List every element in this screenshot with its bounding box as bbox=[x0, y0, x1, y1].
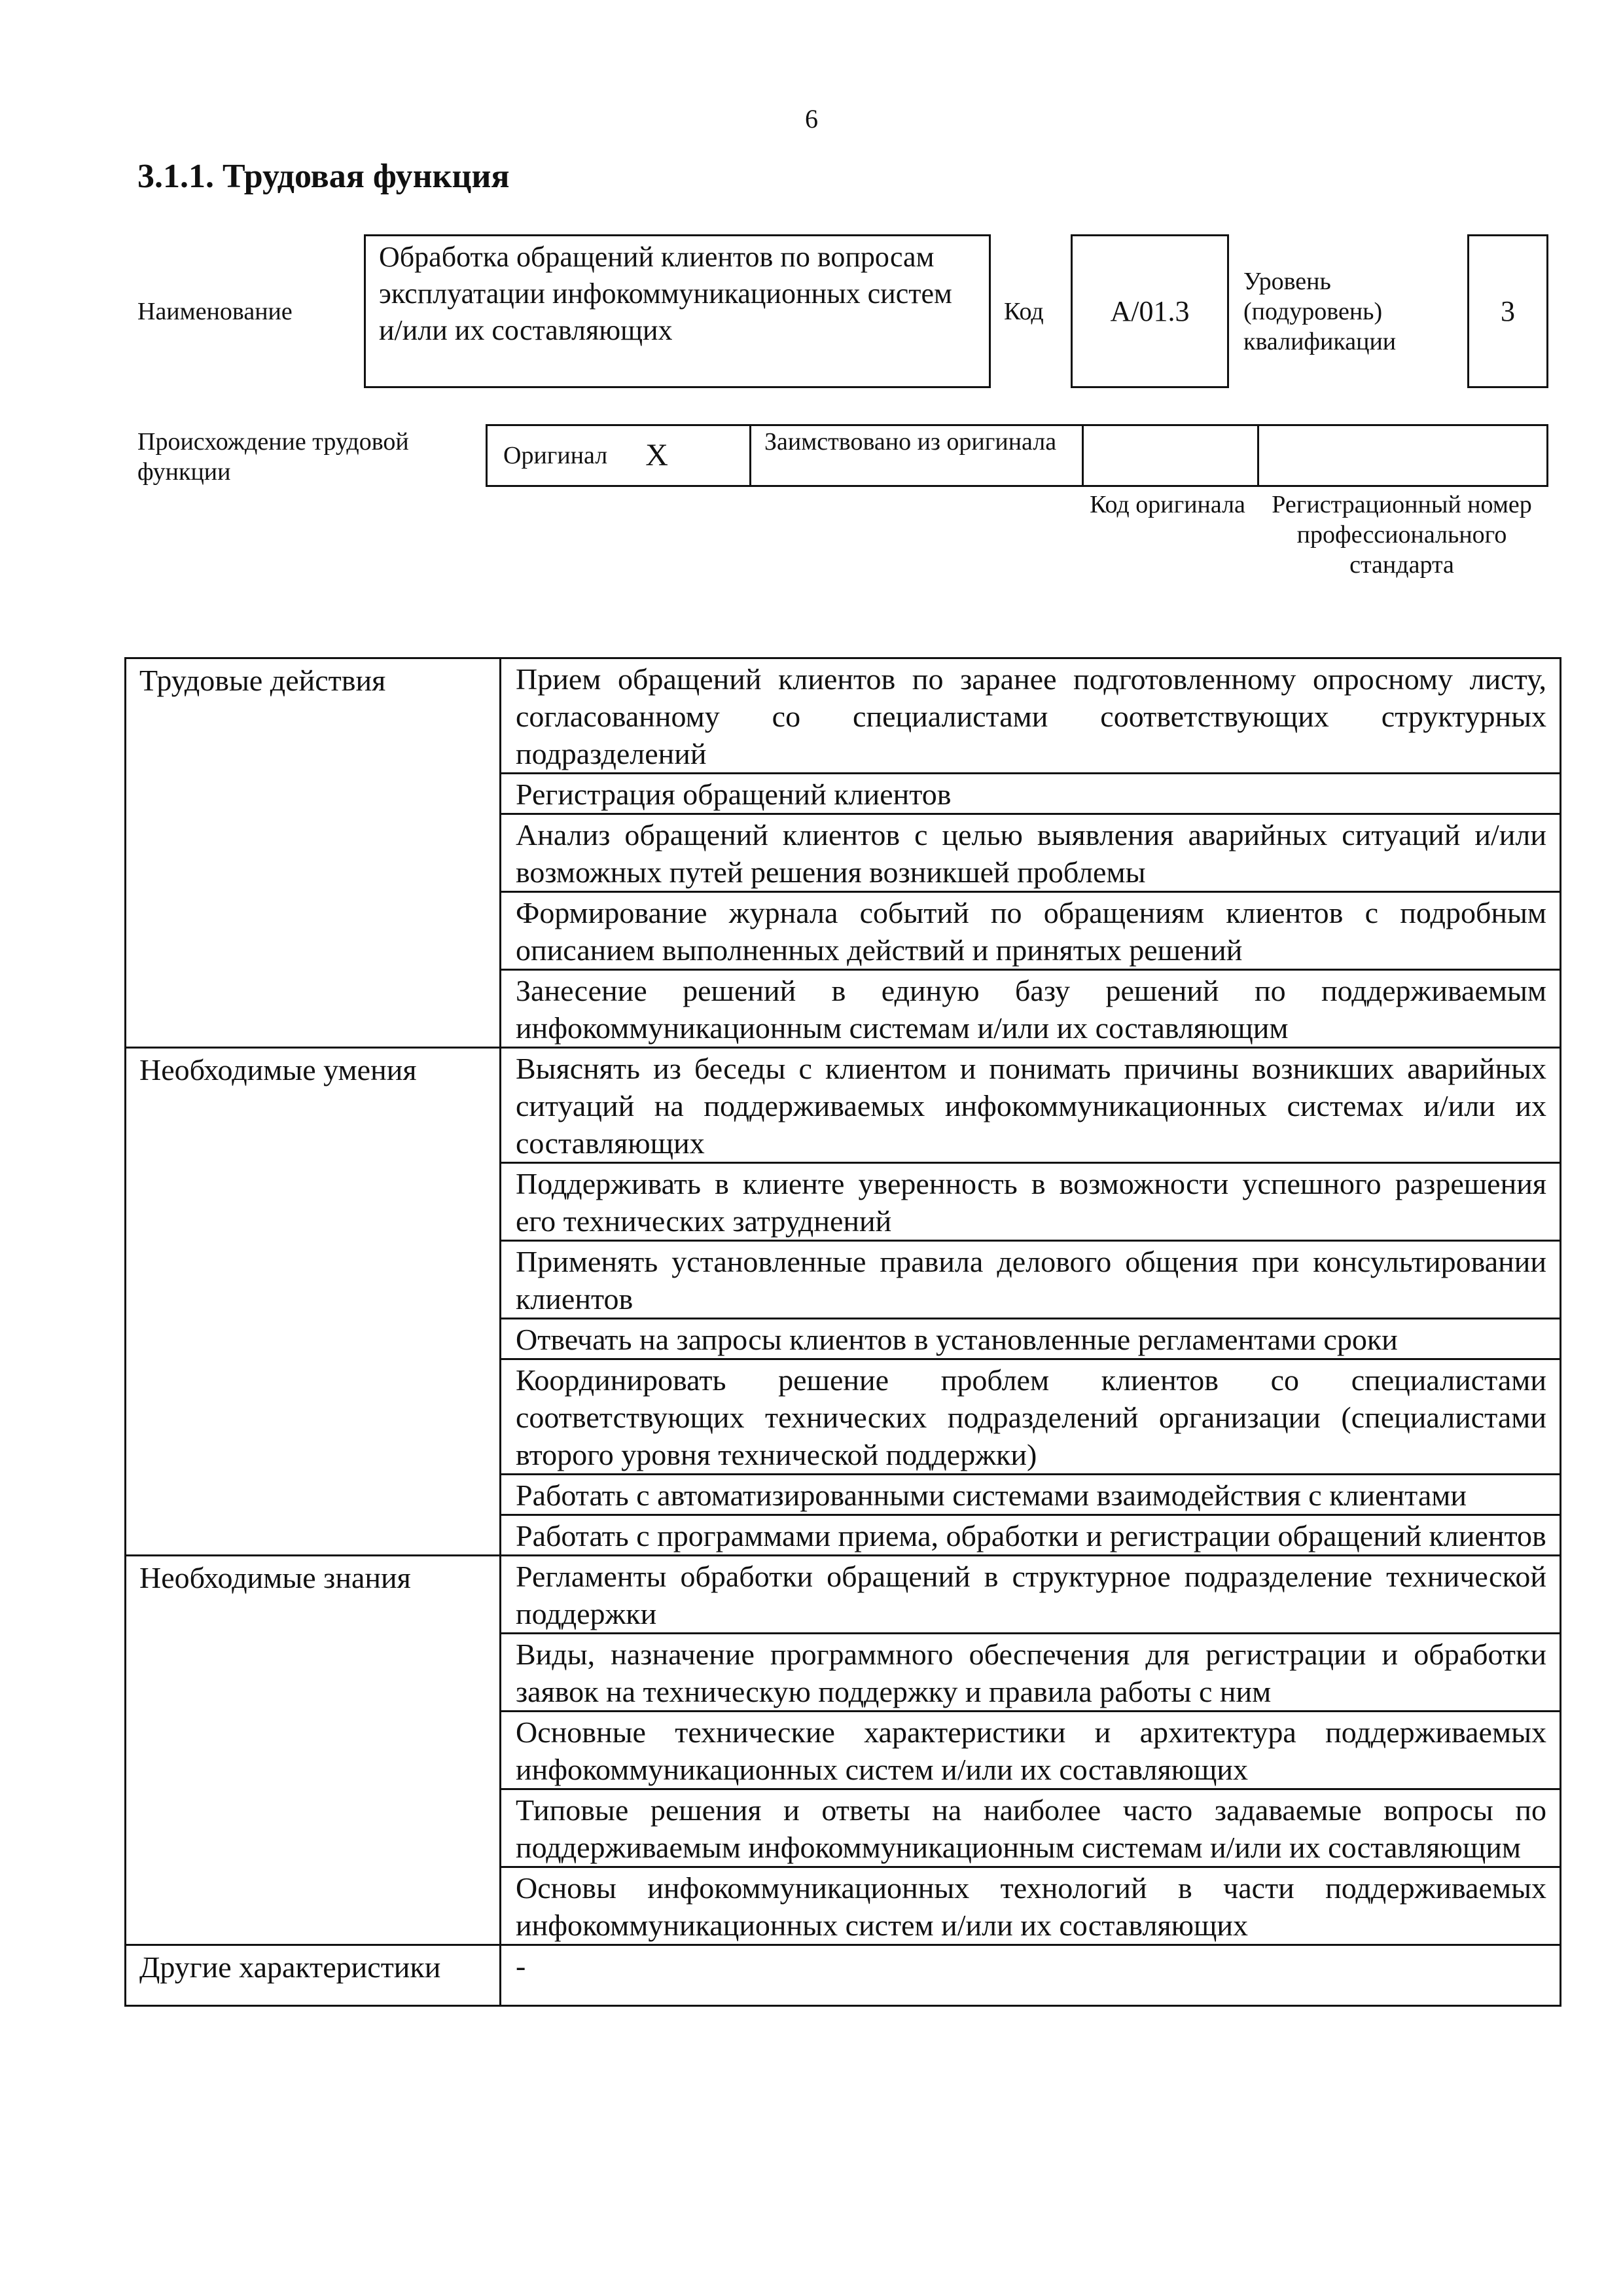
item-cell: Работать с программами приема, обработки и регистрации обращений клиентов bbox=[501, 1515, 1561, 1556]
item-cell: Виды, назначение программного обеспечения для регистрации и обработки заявок на техническую поддержку и правила работы с ним bbox=[501, 1634, 1561, 1712]
item-cell: Поддерживать в клиенте уверенность в возможности успешного разрешения его технических затруднений bbox=[501, 1163, 1561, 1241]
code-value: A/01.3 bbox=[1110, 295, 1190, 327]
labor-function-table bbox=[124, 657, 1561, 2007]
table-row bbox=[126, 1048, 1561, 1163]
origin-borrowed-cell bbox=[749, 426, 1082, 485]
item-cell: Применять установленные правила делового общения при консультировании клиентов bbox=[501, 1241, 1561, 1319]
level-value-box bbox=[1467, 234, 1548, 388]
page-number: 6 bbox=[805, 104, 818, 134]
origin-box bbox=[486, 424, 1548, 487]
item-cell: Координировать решение проблем клиентов со специалистами соответствующих технических подразделений организации (специалистами второго уровня технической поддержки) bbox=[501, 1359, 1561, 1475]
code-value-box bbox=[1071, 234, 1229, 388]
item-cell: - bbox=[501, 1945, 1561, 2006]
item-cell: Основные технические характеристики и архитектура поддерживаемых инфокоммуникационных систем и/или их составляющих bbox=[501, 1712, 1561, 1789]
origin-label: Происхождение трудовой функции bbox=[137, 428, 409, 486]
category-cell: Трудовые действия bbox=[126, 658, 501, 1048]
name-value: Обработка обращений клиентов по вопросам эксплуатации инфокоммуникационных систем и/или их составляющих bbox=[379, 241, 952, 346]
item-cell: Выяснять из беседы с клиентом и понимать причины возникших аварийных ситуаций на поддерживаемых инфокоммуникационных системах и/или их составляющих bbox=[501, 1048, 1561, 1163]
section-title: 3.1.1. Трудовая функция bbox=[137, 158, 510, 195]
name-value-box bbox=[364, 234, 991, 388]
table-row bbox=[126, 658, 1561, 774]
item-cell: Формирование журнала событий по обращениям клиентов с подробным описанием выполненных действий и принятых решений bbox=[501, 892, 1561, 970]
item-cell: Типовые решения и ответы на наиболее часто задаваемые вопросы по поддерживаемым инфокоммуникационным системам и/или их составляющим bbox=[501, 1789, 1561, 1867]
level-value: 3 bbox=[1501, 295, 1515, 327]
origin-code-cell bbox=[1082, 426, 1259, 485]
original-mark: X bbox=[645, 438, 668, 473]
origin-original-cell bbox=[488, 426, 749, 485]
item-cell: Анализ обращений клиентов с целью выявления аварийных ситуаций и/или возможных путей решения возникшей проблемы bbox=[501, 814, 1561, 892]
category-cell: Необходимые умения bbox=[126, 1048, 501, 1556]
reg-number-caption: Регистрационный номер профессионального стандарта bbox=[1272, 491, 1532, 579]
code-label: Код bbox=[1004, 297, 1044, 325]
origin-reg-cell bbox=[1257, 426, 1548, 485]
item-cell: Работать с автоматизированными системами взаимодействия с клиентами bbox=[501, 1475, 1561, 1515]
original-code-caption: Код оригинала bbox=[1090, 491, 1245, 518]
item-cell: Основы инфокоммуникационных технологий в части поддерживаемых инфокоммуникационных систем и/или их составляющих bbox=[501, 1867, 1561, 1945]
original-label: Оригинал bbox=[503, 442, 608, 469]
item-cell: Регламенты обработки обращений в структурное подразделение технической поддержки bbox=[501, 1556, 1561, 1634]
table-row bbox=[126, 1556, 1561, 1634]
item-cell: Регистрация обращений клиентов bbox=[501, 774, 1561, 814]
item-cell: Отвечать на запросы клиентов в установленные регламентами сроки bbox=[501, 1319, 1561, 1359]
name-label: Наименование bbox=[137, 297, 293, 325]
category-cell: Необходимые знания bbox=[126, 1556, 501, 1945]
level-label: Уровень (подуровень) квалификации bbox=[1243, 267, 1397, 355]
item-cell: Занесение решений в единую базу решений по поддерживаемым инфокоммуникационным системам и/или их составляющим bbox=[501, 970, 1561, 1048]
item-cell: Прием обращений клиентов по заранее подготовленному опросному листу, согласованному со специалистами соответствующих структурных подразделений bbox=[501, 658, 1561, 774]
category-cell: Другие характеристики bbox=[126, 1945, 501, 2006]
borrowed-label: Заимствовано из оригинала bbox=[764, 428, 1057, 456]
table-row bbox=[126, 1945, 1561, 2006]
